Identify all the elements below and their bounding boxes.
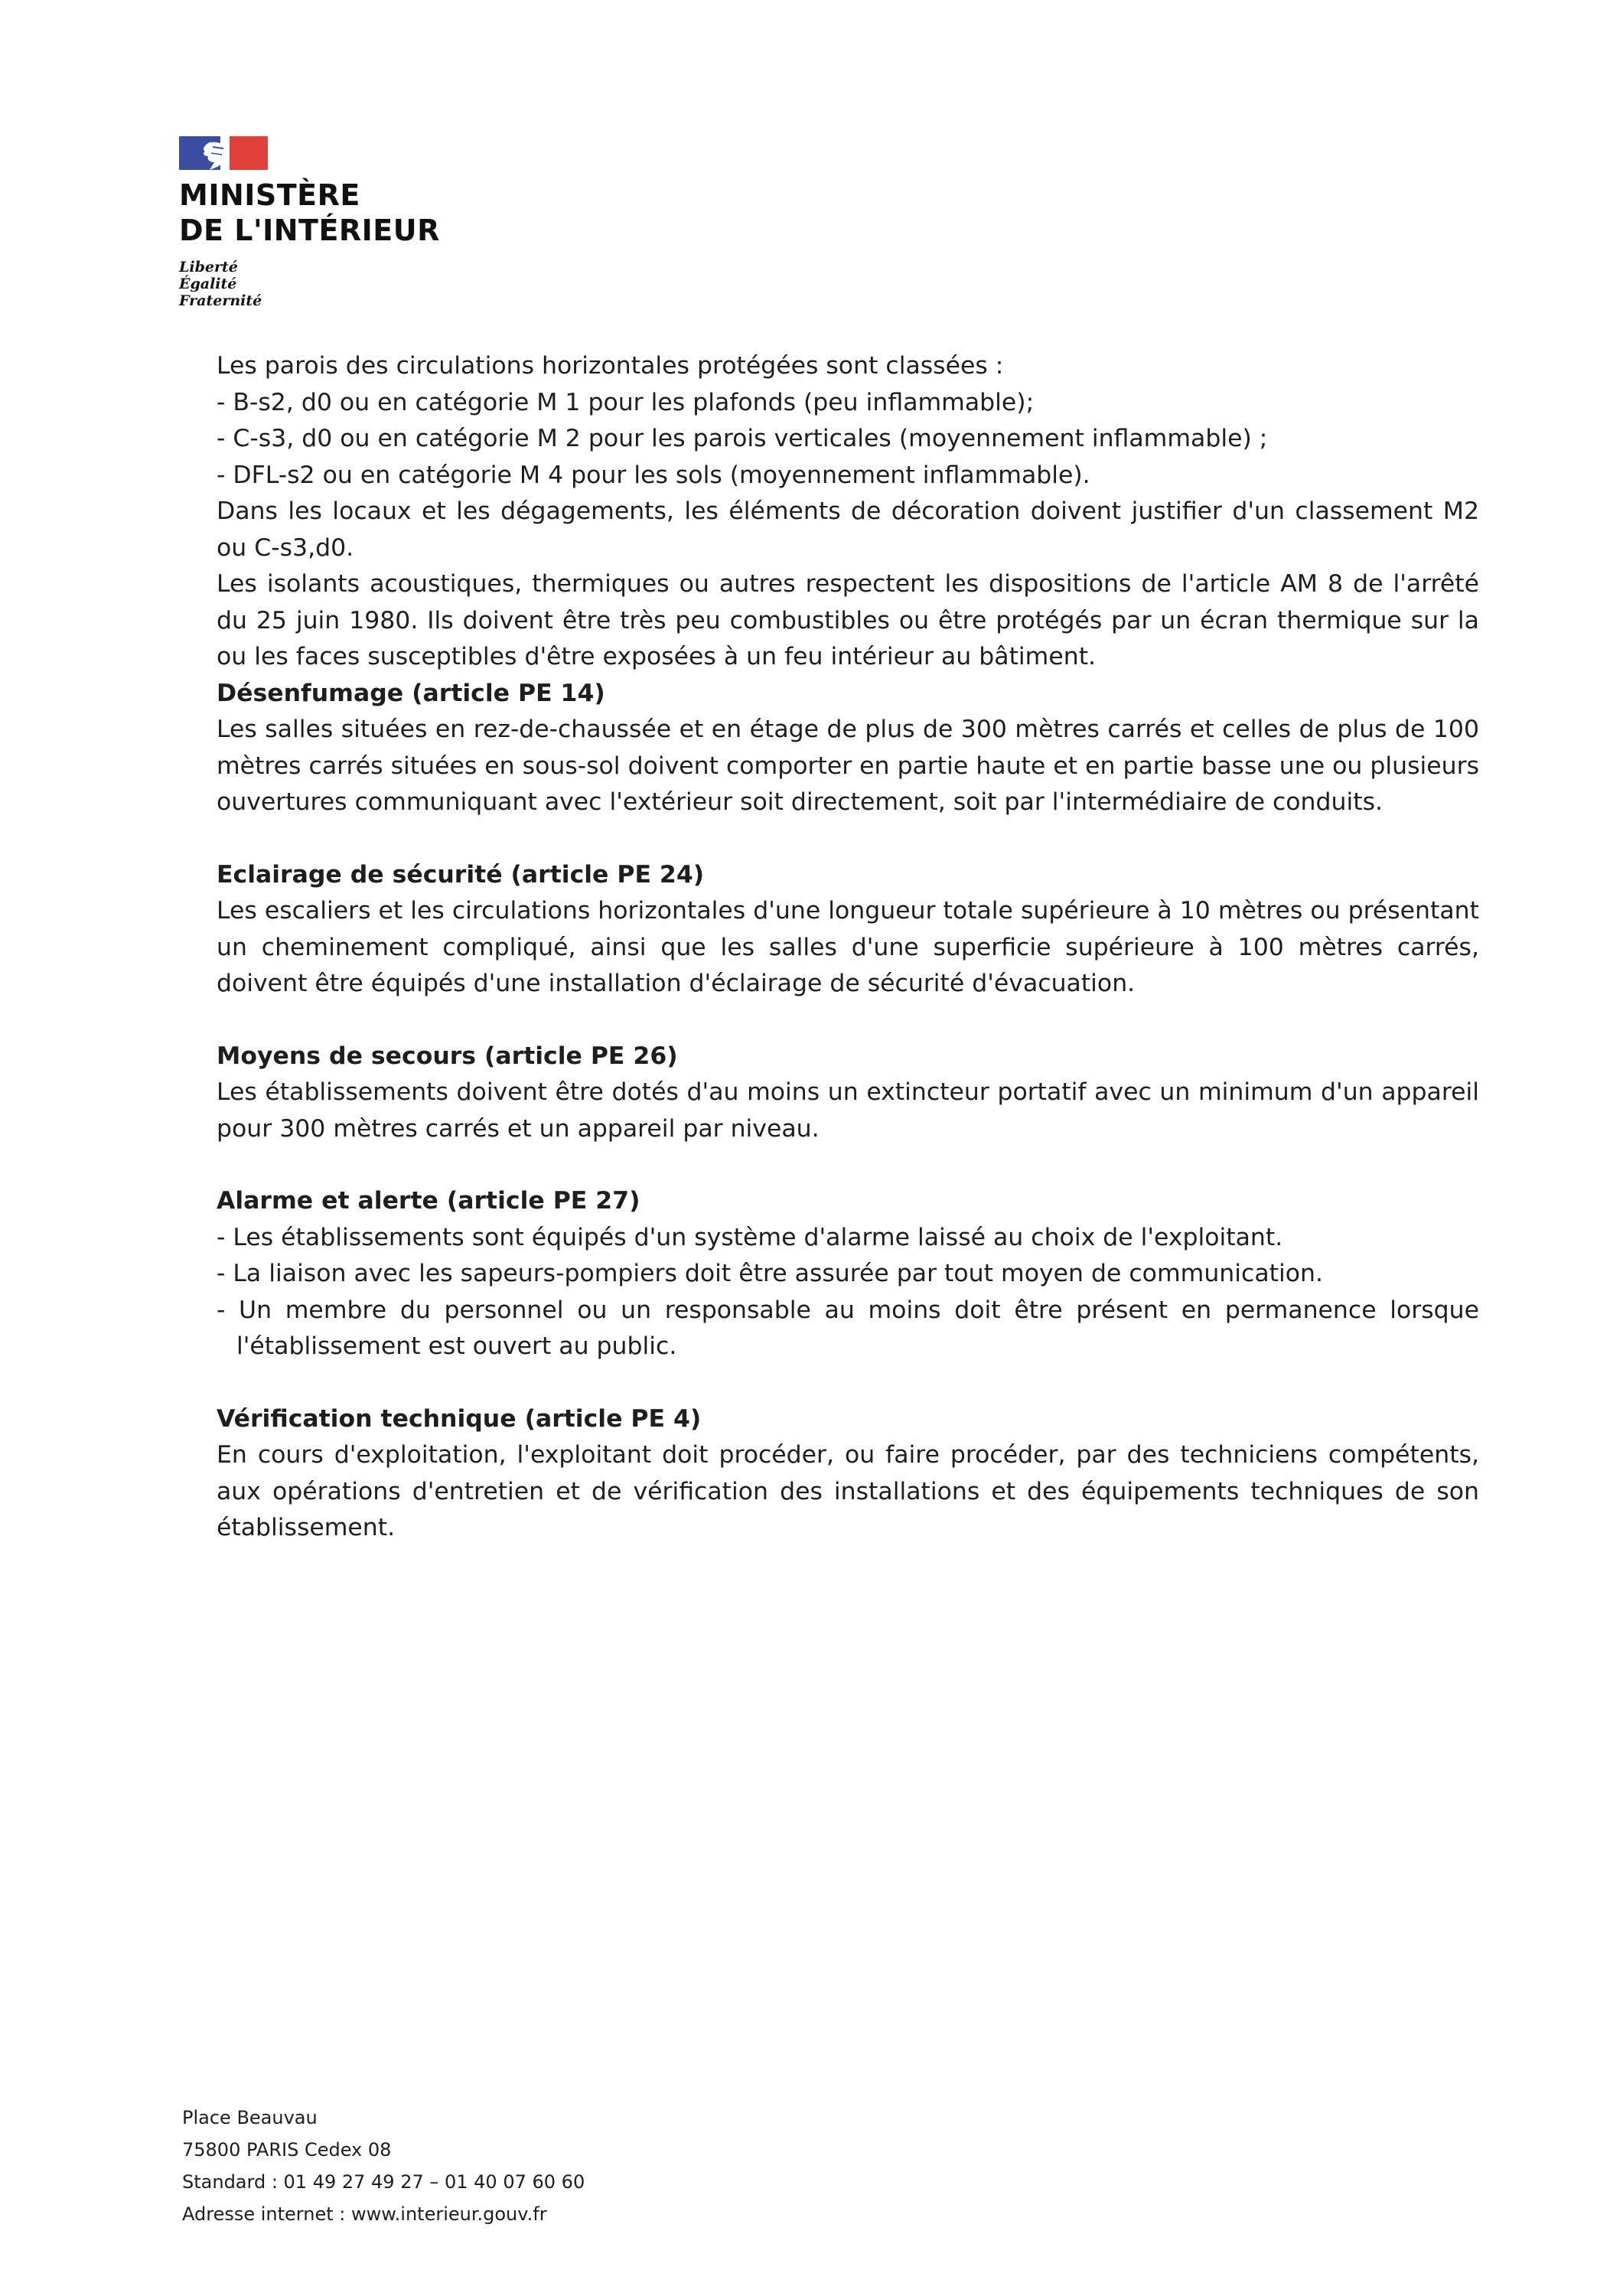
ministry-name bbox=[179, 178, 440, 248]
technical-verification-section bbox=[217, 1401, 1479, 1547]
smoke-extraction-body: Les salles situées en rez-de-chaussée et en étage de plus de 300 mètres carrés et celles de plus de 100 mètres carrés situées en sous-sol doivent comporter en partie haute et en partie basse une ou plusieurs ouvertures communiquant avec l'extérieur soit directement, soit par l'intermédiaire de conduits. bbox=[217, 716, 1479, 816]
walls-floor-line: - DFL-s2 ou en catégorie M 4 pour les sols (moyennement inflammable). bbox=[217, 461, 1090, 489]
footer-address: Place Beauvau bbox=[182, 2107, 318, 2128]
walls-ceiling-line: - B-s2, d0 ou en catégorie M 1 pour les plafonds (peu inflammable); bbox=[217, 388, 1035, 416]
safety-lighting-body: Les escaliers et les circulations horizontales d'une longueur totale supérieure à 10 mètres ou présentant un cheminement compliqué, ainsi que les salles d'une superficie supérieure à 100 mètres carrés, doivent être équipés d'une installation d'éclairage de sécurité d'évacuation. bbox=[217, 897, 1479, 997]
smoke-extraction-title: Désenfumage (article PE 14) bbox=[217, 679, 605, 707]
document-body bbox=[217, 348, 1479, 1583]
footer-phone: Standard : 01 49 27 49 27 – 01 40 07 60 60 bbox=[182, 2171, 585, 2193]
footer-contact bbox=[182, 2102, 585, 2230]
walls-intro-line: Les parois des circulations horizontales protégées sont classées : bbox=[217, 352, 1004, 380]
motto-fraternite: Fraternité bbox=[179, 292, 262, 309]
footer-website: Adresse internet : www.interieur.gouv.fr bbox=[182, 2203, 547, 2225]
alarm-bullet-firefighters: - La liaison avec les sapeurs-pompiers doit être assurée par tout moyen de communication. bbox=[217, 1260, 1323, 1287]
alarm-body bbox=[217, 1220, 1479, 1365]
rescue-means-section bbox=[217, 1039, 1479, 1148]
walls-vertical-line: - C-s3, d0 ou en catégorie M 2 pour les parois verticales (moyennement inflammable) ; bbox=[217, 425, 1268, 452]
decoration-paragraph: Dans les locaux et les dégagements, les éléments de décoration doivent justifier d'un classement M2 ou C-s3,d0. bbox=[217, 497, 1479, 562]
motto-liberte: Liberté bbox=[179, 259, 238, 276]
insulation-paragraph: Les isolants acoustiques, thermiques ou autres respectent les dispositions de l'article AM 8 de l'arrêté du 25 juin 1980. Ils doivent être très peu combustibles ou être protégés par un écran thermique sur la ou les faces susceptibles d'être exposées à un feu intérieur au bâtiment. bbox=[217, 570, 1479, 670]
alarm-section bbox=[217, 1183, 1479, 1365]
republic-motto bbox=[179, 259, 440, 309]
technical-verification-title: Vérification technique (article PE 4) bbox=[217, 1404, 702, 1433]
alarm-bullet-system: - Les établissements sont équipés d'un système d'alarme laissé au choix de l'exploitant. bbox=[217, 1223, 1283, 1251]
alarm-bullet-staff: - Un membre du personnel ou un responsable au moins doit être présent en permanence lorsque l'établissement est ouvert au public. bbox=[217, 1296, 1479, 1360]
safety-lighting-section bbox=[217, 857, 1479, 1003]
technical-verification-body: En cours d'exploitation, l'exploitant doit procéder, ou faire procéder, par des techniciens compétents, aux opérations d'entretien et de vérification des installations et des équipements techniques de son établissement. bbox=[217, 1441, 1479, 1541]
ministry-name-line2: DE L'INTÉRIEUR bbox=[179, 214, 440, 247]
walls-classification-paragraph bbox=[217, 348, 1479, 494]
rescue-means-title: Moyens de secours (article PE 26) bbox=[217, 1042, 678, 1070]
motto-egalite: Égalité bbox=[179, 276, 237, 292]
rescue-means-body: Les établissements doivent être dotés d'au moins un extincteur portatif avec un minimum d'un appareil pour 300 mètres carrés et un appareil par niveau. bbox=[217, 1078, 1479, 1143]
safety-lighting-title: Eclairage de sécurité (article PE 24) bbox=[217, 860, 705, 889]
alarm-title: Alarme et alerte (article PE 27) bbox=[217, 1187, 640, 1215]
marianne-flag-icon bbox=[179, 136, 268, 170]
ministry-name-line1: MINISTÈRE bbox=[179, 178, 360, 212]
smoke-extraction-section bbox=[217, 676, 1479, 821]
footer-city: 75800 PARIS Cedex 08 bbox=[182, 2139, 392, 2161]
ministry-logo-block bbox=[179, 136, 440, 309]
